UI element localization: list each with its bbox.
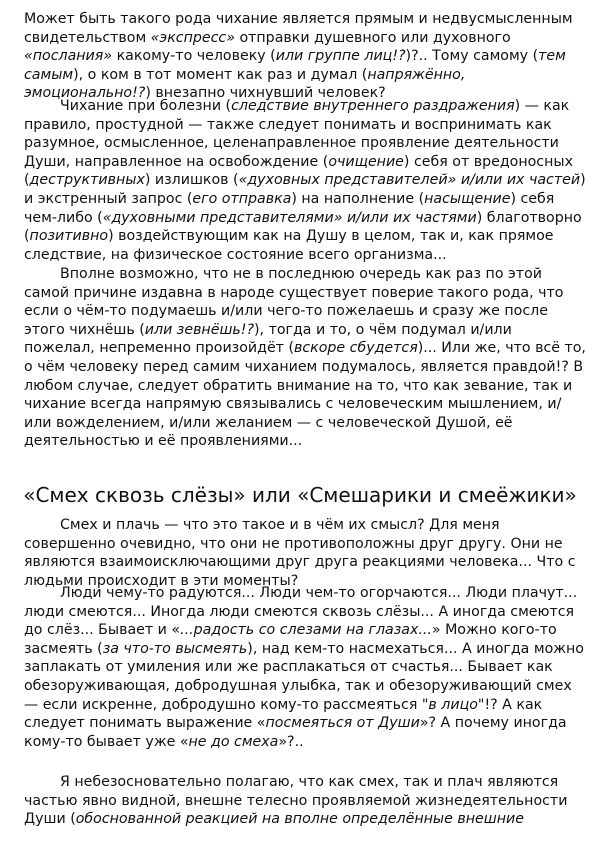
italic-run: следствие внутреннего раздражения bbox=[231, 98, 515, 114]
italic-run: посмеяться от Души bbox=[265, 715, 420, 732]
italic-run: «послания» bbox=[24, 48, 113, 65]
italic-run: напряжённо, эмоционально!? bbox=[24, 66, 466, 102]
text-run: )... Или же, что всё то, о чём человеку перед самим чиханием подумалось, является правдой!? В любом случае, следует обратить внимание на то, что как зевание, так и чихание всегда напрямую связывались с человеческим мышлением, и/или вожделением, и/или желанием — с человеческой Душой, её деятельностью и её проявлениями... bbox=[24, 340, 586, 450]
paragraph-sneeze-message bbox=[24, 10, 586, 103]
text-run: »? А почему иногда кому-то бывает уже « bbox=[24, 715, 567, 750]
paragraph-soul-activity bbox=[24, 773, 586, 829]
text-run: Чихание при болезни ( bbox=[60, 98, 232, 114]
italic-run: обоснованной реакцией на вполне определённые внешние bbox=[75, 811, 524, 828]
italic-run: не до смеха bbox=[188, 733, 279, 750]
italic-run: «духовных представителей» и/или их частей bbox=[238, 172, 581, 189]
text-run: отправки душевного или духовного bbox=[234, 29, 511, 46]
italic-run: ...радость со слезами на глазах... bbox=[180, 622, 432, 639]
text-run: ) себя от вредоносных ( bbox=[24, 153, 573, 189]
text-run: какому-то человеку ( bbox=[112, 48, 276, 65]
italic-run: тем самым bbox=[24, 48, 566, 83]
text-run: ) и экстренный запрос ( bbox=[24, 172, 586, 207]
text-run: ) на наполнение ( bbox=[291, 190, 425, 207]
italic-run: в лицо bbox=[428, 696, 478, 713]
text-run: Вполне возможно, что не в последнюю очередь как раз по этой самой причине издавна в народе существует поверие такого рода, что если о чём-то подумаешь и/или чего-то пожелаешь и сразу же после этого чихнёшь ( bbox=[24, 266, 564, 338]
italic-run: за что-то высмеять bbox=[102, 640, 248, 657]
text-run: Люди чему-то радуются... Люди чем-то огорчаются... Люди плачут... люди смеются... Иногда люди смеются сквозь слёзы... А иногда смеются до слёз... Бывает и « bbox=[24, 585, 578, 639]
text-run: ) внезапно чихнувший человек? bbox=[145, 85, 386, 102]
italic-run: «духовными представителями» и/или их частями bbox=[102, 209, 477, 226]
italic-run: деструктивных bbox=[29, 172, 145, 189]
paragraph-folk-belief bbox=[24, 265, 586, 451]
italic-run: его отправка bbox=[192, 190, 292, 207]
italic-run: позитивно bbox=[29, 228, 109, 245]
text-run: ), тогда и то, о чём подумал и/или пожелал, непременно произойдёт ( bbox=[24, 321, 512, 357]
text-run: ) воздействующим как на Душу в целом, так и, как прямое следствие, на физическое состояние всего организма... bbox=[24, 228, 554, 263]
paragraph-sneeze-illness bbox=[24, 97, 586, 264]
italic-run: вскоре сбудется bbox=[293, 340, 418, 357]
text-run: Я небезосновательно полагаю, что как смех, так и плач являются частью явно видной, внешне телесно проявляемой жизнедеятельности Души ( bbox=[24, 774, 568, 828]
paragraph-people-laugh bbox=[24, 584, 586, 751]
section-heading: «Смех сквозь слёзы» или «Смешарики и смеёжики» bbox=[23, 483, 577, 507]
italic-run: «экспресс» bbox=[150, 29, 235, 46]
text-run: )?.. Тому самому ( bbox=[405, 48, 539, 65]
text-run: Смех и плачь — что это такое и в чём их смысл? Для меня совершенно очевидно, что они не противоположны друг другу. Они не являются взаимоисключающими друг друга реакциями человека... Что с людьми происходит в эти моменты? bbox=[24, 517, 576, 589]
italic-run: или зевнёшь!? bbox=[144, 321, 255, 338]
text-run: »?.. bbox=[278, 733, 304, 750]
text-run: ) себя чем-либо ( bbox=[24, 190, 555, 226]
text-run: » Можно кого-то засмеять ( bbox=[24, 622, 557, 657]
text-run: ), над кем-то насмехаться... А иногда можно заплакать от умиления или же расплакаться от счастья... Бывает как обезоруживающая, добродушная улыбка, так и обезоруживающий смех — если искренне, добродушно кому-то рассмеяться " bbox=[24, 640, 584, 713]
text-run: ), о ком в тот момент как раз и думал ( bbox=[73, 66, 368, 83]
italic-run: насыщение bbox=[424, 190, 511, 207]
paragraph-laugh-cry-intro bbox=[24, 516, 586, 590]
text-run: ) излишков ( bbox=[144, 172, 239, 189]
text-run: ) — как правило, простудной — также следует понимать и воспринимать как разумное, осмысленное, целенаправленное проявление деятельности Души, направленное на освобождение ( bbox=[24, 98, 570, 170]
text-run: "!? А как следует понимать выражение « bbox=[24, 696, 543, 732]
italic-run: очищение bbox=[328, 153, 404, 170]
text-run: Может быть такого рода чихание является прямым и недвусмысленным свидетельством bbox=[24, 11, 573, 46]
italic-run: или группе лиц!? bbox=[275, 48, 406, 65]
text-run: ) благотворно ( bbox=[24, 209, 582, 245]
